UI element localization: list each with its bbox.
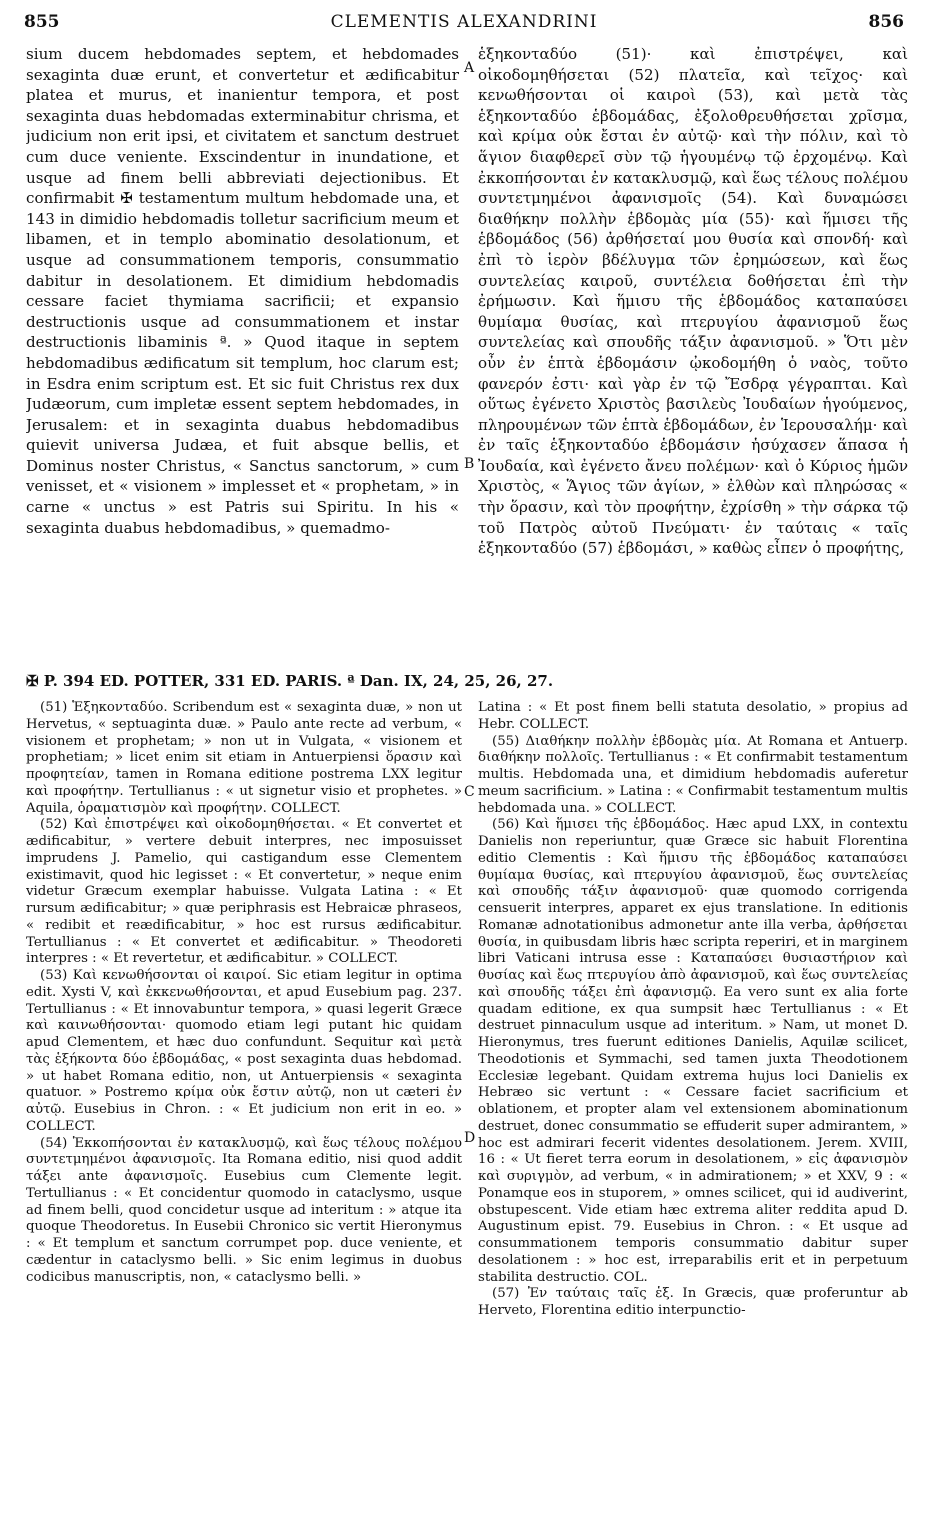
notes-left-column [26, 700, 462, 1520]
page-header [24, 12, 904, 34]
page-number-left: 855 [24, 12, 60, 32]
running-title: CLEMENTIS ALEXANDRINI [330, 12, 598, 32]
margin-letter-d: D [464, 1130, 476, 1146]
note-54: (54) Ἐκκοπήσονται ἐν κατακλυσμῷ, καὶ ἕως τέλους πολέμου συντετμημένοι ἀφανισμοῖς. Ita Romana editio, nisi quod addit τάξει ante ἀφανισμοῖς. Eusebius cum Clemente legit. Tertullianus : « Et concidentur quomodo in cataclysmo, usque ad finem belli, quod concidetur usque ad interitum : » atque ita quoque Theodoretus. In Eusebii Chronico sic vertit Hieronymus : « Et templum et sanctum corrumpet pop. duce veniente, et cædentur in cataclysmo belli. » Sic enim legimus in duobus codicibus manuscriptis, non, « cataclysmo belli. » [26, 1135, 462, 1285]
edition-reference-line: ✠ P. 394 ED. POTTER, 331 ED. PARIS. ª Dan. IX, 24, 25, 26, 27. [26, 672, 554, 690]
note-52: (52) Καὶ ἐπιστρέψει καὶ οἰκοδομηθήσεται. « Et convertet et ædificabitur, » vertere debuit interpres, nec imposuisset imprudens J. Pamelio, qui castigandum esse Clementem existimavit, quod hic legisset : « Et convertetur, » neque enim videtur Græcum exemplar habuisse. Vulgata Latina : « Et rursum ædificabitur; » quæ periphrasis est Hebraicæ phraseos, « redibit et reædificabitur, » hoc est rursus ædificabitur. Tertullianus : « Et convertet et ædificabitur. » Theodoreti interpres : « Et revertetur, et ædificabitur. » COLLECT. [26, 817, 462, 967]
margin-letter-a: A [464, 60, 475, 76]
note-51: (51) Ἑξηκονταδύο. Scribendum est « sexaginta duæ, » non ut Hervetus, « septuaginta duæ. » Paulo ante recte ad verbum, « visionem et prophetam; » non ut in Vulgata, « visionem et prophetiam; » licet enim sit etiam in Antuerpiensi ὅρασιν καὶ προφητείαν, tamen in Romana editione postrema LXX legitur καὶ προφήτην. Tertullianus : « ut signetur visio et prophetes. » Aquila, ὁραματισμὸν καὶ προφήτην. COLLECT. [26, 700, 462, 816]
note-56: (56) Καὶ ἥμισει τῆς ἑβδομάδος. Hæc apud LXX, in contextu Danielis non reperiuntur, quæ Græce sic habuit Florentina editio Clementis : Καὶ ἥμισυ τῆς ἑβδομάδος καταπαύσει θυμίαμα θυσίας, καὶ πτερυγίου ἀφανισμοῦ, ἕως συντελείας καὶ σπουδῆς τάξιν ἀφανισμοῦ· quæ quomodo corrigenda censuerit interpres, apparet ex ejus translatione. In editionis Romanæ adnotationibus admonetur ante illa verba, ἀρθήσεται θυσία, in quibusdam libris hæc scripta reperiri, et in marginem libri Vaticani intrusa esse : Καταπαύσει θυσιαστήριον καὶ θυσίας καὶ ἕως πτερυγίου ἀπὸ ἀφανισμοῦ, καὶ ἕως συντελείας καὶ σπουδῆς τάξει ἐπὶ ἀφανισμῷ. Ea vero sunt ex alia forte quadam editione, ex qua sumpsit hæc Tertullianus : « Et destruet pinnaculum usque ad interitum. » Nam, ut monet D. Hieronymus, tres fuerunt editiones Danielis, Aquilæ scilicet, Theodotionis et Symmachi, sed tamen juxta Theodotionem Ecclesiæ legebant. Quidam extrema hujus loci Danielis ex Hebræo sic vertunt : « Cessare faciet sacrificium et oblationem, et propter alam vel extensionem abominationum destruet, donec consummatio se effuderit super admirantem, » hoc est admirari fecerit videntes desolationem. Jerem. XVIII, 16 : « Ut fieret terra eorum in desolationem, » εἰς ἀφανισμὸν καὶ συριγμὸν, ad verbum, « in admirationem; » et XXV, 9 : « Ponamque eos in stuporem, » omnes scilicet, qui id audiverint, obstupescent. Vide etiam hæc extrema aliter reddita apud D. Augustinum epist. 79. Eusebius in Chron. : « Et usque ad consummationem temporis consummatio dabitur super desolationem : » hoc est, irreparabilis erit et in perpetuum stabilita destructio. COL. [478, 817, 908, 1285]
page-number-right: 856 [868, 12, 904, 32]
note-57: (57) Ἐν ταύταις ταῖς ἑξ. In Græcis, quæ proferuntur ab Herveto, Florentina editio interpunctio- [478, 1286, 908, 1318]
margin-letter-c: C [464, 784, 475, 800]
note-53: (53) Καὶ κενωθήσονται οἱ καιροί. Sic etiam legitur in optima edit. Xysti V, καὶ ἐκκενωθήσονται, et apud Eusebium pag. 237. Tertullianus : « Et innovabuntur tempora, » quasi legerit Græce καὶ καινωθήσονται· quomodo etiam legi putant hic quidam apud Clementem, et hæc duo confundunt. Sequitur καὶ μετὰ τὰς ἑξήκοντα δύο ἑβδομάδας, « post sexaginta duas hebdomad. » ut habet Romana editio, non, ut Antuerpiensis « sexaginta quatuor. » Postremo κρίμα οὐκ ἔστιν αὐτῷ, non ut cæteri ἐν αὐτῷ. Eusebius in Chron. : « Et judicium non erit in eo. » COLLECT. [26, 968, 462, 1134]
note-55: (55) Διαθήκην πολλὴν ἑβδομὰς μία. At Romana et Antuerp. διαθήκην πολλοῖς. Tertullianus : « Et confirmabit testamentum multis. Hebdomada una, et dimidium hebdomadis auferetur meum sacrificium. » Latina : « Confirmabit testamentum multis hebdomada una. » COLLECT. [478, 733, 908, 816]
notes-right-column [478, 700, 908, 1520]
greek-text-column: ἑξηκονταδύο (51)· καὶ ἐπιστρέψει, καὶ οἰκοδομηθήσεται (52) πλατεῖα, καὶ τεῖχος· καὶ κενωθήσονται οἱ καιροὶ (53), καὶ μετὰ τὰς ἑξηκονταδύο ἑβδομάδας, ἐξολοθρευθήσεται χρῖσμα, καὶ κρίμα οὐκ ἔσται ἐν αὐτῷ· καὶ τὴν πόλιν, καὶ τὸ ἅγιον διαφθερεῖ σὺν τῷ ἡγουμένῳ τῷ ἐρχομένῳ. Καὶ ἐκκοπήσονται ἐν κατακλυσμῷ, καὶ ἕως τέλους πολέμου συντετμημένοι ἀφανισμοῖς (54). Καὶ δυναμώσει διαθήκην πολλὴν ἑβδομὰς μία (55)· καὶ ἥμισει τῆς ἑβδομάδος (56) ἀρθήσεταί μου θυσία καὶ σπονδή· καὶ ἐπὶ τὸ ἱερὸν βδέλυγμα τῶν ἐρημώσεων, καὶ ἕως συντελείας καιροῦ, συντέλεια δοθήσεται ἐπὶ τὴν ἐρήμωσιν. Καὶ ἥμισυ τῆς ἑβδομάδος καταπαύσει θυμίαμα θυσίας, καὶ πτερυγίου ἀφανισμοῦ ἕως συντελείας καὶ σπουδῆς τάξιν ἀφανισμοῦ. » Ὅτι μὲν οὖν ἐν ἑπτὰ ἑβδομάσιν ᾠκοδομήθη ὁ ναὸς, τοῦτο φανερόν ἐστι· καὶ γὰρ ἐν τῷ Ἔσδρᾳ γέγραπται. Καὶ οὕτως ἐγένετο Χριστὸς βασιλεὺς Ἰουδαίων ἡγούμενος, πληρουμένων τῶν ἑπτὰ ἑβδομάδων, ἐν Ἱερουσαλήμ· καὶ ἐν ταῖς ἑξηκονταδύο ἑβδομάσιν ἡσύχασεν ἅπασα ἡ Ἰουδαία, καὶ ἐγένετο ἄνευ πολέμων· καὶ ὁ Κύριος ἡμῶν Χριστὸς, « Ἅγιος τῶν ἁγίων, » ἐλθὼν καὶ πληρώσας « τὴν ὅρασιν, καὶ τὸν προφήτην, ἐχρίσθη » τὴν σάρκα τῷ τοῦ Πατρὸς αὐτοῦ Πνεύματι· ἐν ταύταις « ταῖς ἑξηκονταδύο (57) ἑβδομάσι, » καθὼς εἶπεν ὁ προφήτης, [478, 45, 908, 558]
latin-text-column: sium ducem hebdomades septem, et hebdomades sexaginta duæ erunt, et convertetur et ædificabitur platea et murus, et inanientur tempora, et post sexaginta duas hebdomadas exterminabitur chrisma, et judicium non erit ipsi, et civitatem et sanctum destruet cum duce veniente. Exscindentur in inundatione, et usque ad finem belli abbreviati dejectionibus. Et confirmabit ✠ testamentum multum hebdomade una, et 143 in dimidio hebdomadis tolletur sacrificium meum et libamen, et in templo abominatio desolationum, et usque ad consummationem temporis, consummatio dabitur in desolationem. Et dimidium hebdomadis cessare faciet thymiama sacrificii; et expansio destructionis usque ad consummationem et instar destructionis libaminis ª. » Quod itaque in septem hebdomadibus ædificatum sit templum, hoc clarum est; in Esdra enim scriptum est. Et sic fuit Christus rex dux Judæorum, cum impletæ essent septem hebdomades, in Jerusalem: et in sexaginta duabus hebdomadibus quievit universa Judæa, et fuit absque bellis, et Dominus noster Christus, « Sanctus sanctorum, » cum venisset, et « visionem » implesset et « prophetam, » in carne « unctus » est Patris sui Spiritu. In his « sexaginta duabus hebdomadibus, » quemadmo- [26, 45, 459, 537]
margin-letter-b: B [464, 456, 475, 472]
note-54-continued: Latina : « Et post finem belli statuta desolatio, » propius ad Hebr. COLLECT. [478, 700, 908, 732]
